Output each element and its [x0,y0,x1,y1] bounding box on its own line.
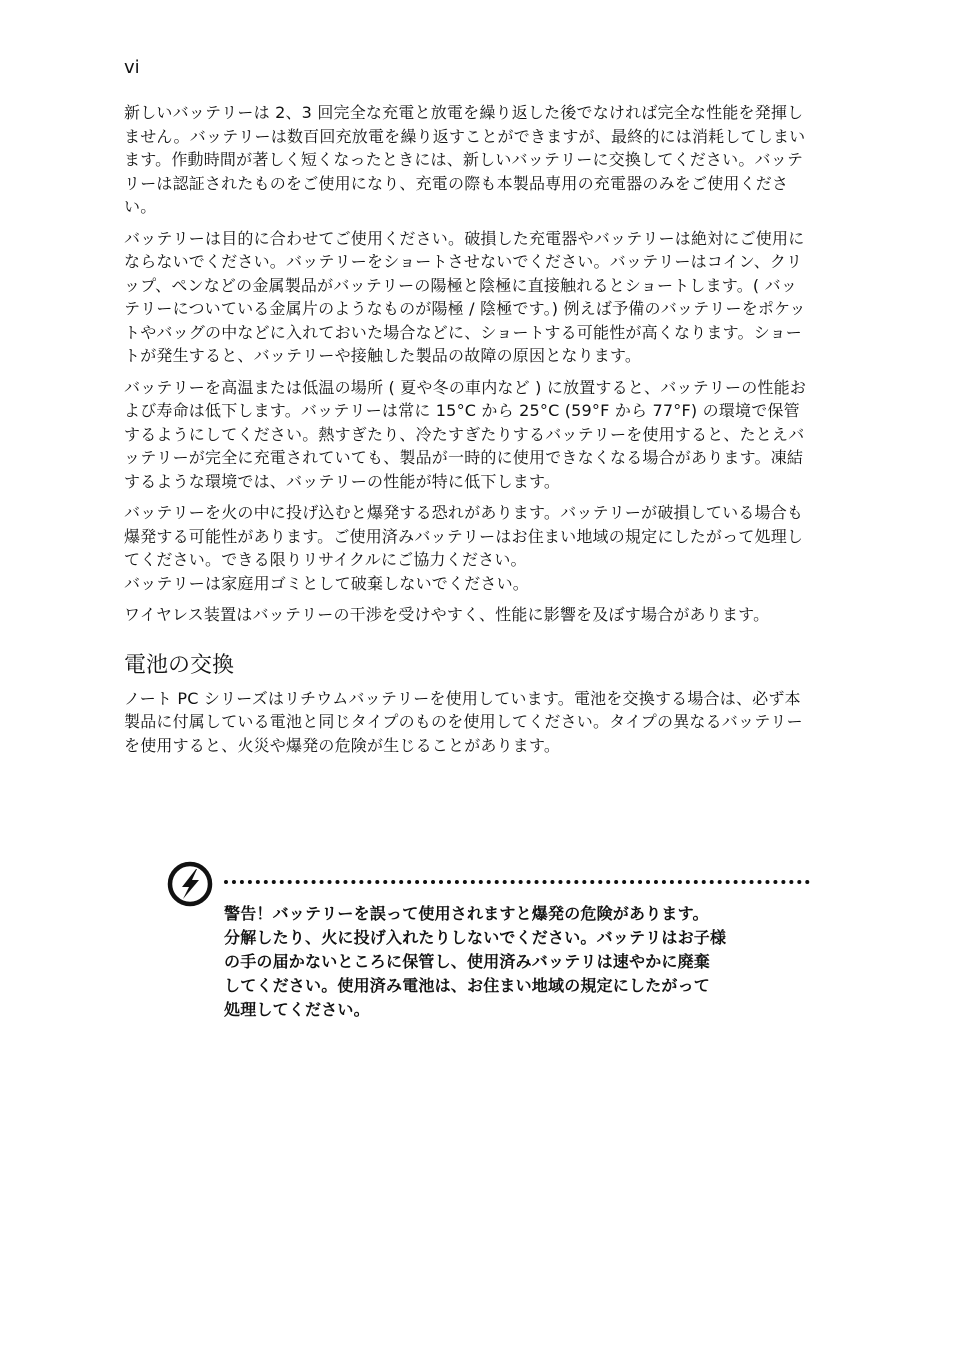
paragraph-battery-break-in: 新しいバッテリーは 2、3 回完全な充電と放電を繰り返した後でなければ完全な性能を発揮しません。バッテリーは数百回充放電を繰り返すことができますが、最終的には消耗してしまいます。作動時間が著しく短くなったときには、新しいバッテリーに交換してください。バッテリーは認証されたものをご使用になり、充電の際も本製品専用の充電器のみをご使用ください。 [124,103,806,216]
section-title: 電池の交換 [124,652,235,678]
paragraph-battery-temperature: バッテリーを高温または低温の場所 ( 夏や冬の車内など ) に放置すると、バッテリーの性能および寿命は低下します。バッテリーは常に 15°C から 25°C (59°F から 77°F) の環境で保管するようにしてください。熱すぎたり、冷たすぎたりするバッテリーを使用すると、たとえバッテリーが完全に充電されていても、製品が一時的に使用できなくなる場合があります。凍結するような環境では、バッテリーの性能が特に低下します。 [124,377,807,491]
warning-callout [166,856,810,1036]
warning-divider [224,880,810,884]
section-body: ノート PC シリーズはリチウムバッテリーを使用しています。電池を交換する場合は、必ず本製品に付属している電池と同じタイプのものを使用してください。タイプの異なるバッテリーを使用すると、火災や爆発の危険が生じることがあります。 [124,688,803,755]
page-number: vi [124,57,140,78]
paragraph-battery-disposal: バッテリーを火の中に投げ込むと爆発する恐れがあります。バッテリーが破損している場合も爆発する可能性があります。ご使用済みバッテリーはお住まい地域の規定にしたがって処理してください。できる限りリサイクルにご協力ください。 バッテリーは家庭用ゴミとして破棄しないでください。 [124,503,804,593]
paragraph-wireless-interference: ワイヤレス装置はバッテリーの干渉を受けやすく、性能に影響を及ぼす場合があります。 [124,605,770,624]
paragraph-battery-usage: バッテリーは目的に合わせてご使用ください。破損した充電器やバッテリーは絶対にご使用にならないでください。バッテリーをショートさせないでください。バッテリーはコイン、クリップ、ペンなどの金属製品がバッテリーの陽極と陰極に直接触れるとショートします。( バッテリーについている金属片のようなものが陽極 / 陰極です。) 例えば予備のバッテリーをポケットやバッグの中などに入れておいた場合などに、ショートする可能性が高くなります。ショートが発生すると、バッテリーや接触した製品の故障の原因となります。 [124,228,806,365]
main-content [124,101,808,765]
lightning-warning-icon [166,860,214,908]
warning-text: 警告！バッテリーを誤って使用されますと爆発の危険があります。 分解したり、火に投げ入れたりしないでください。バッテリはお子様 の手の届かないところに保管し、使用済みバッテリは速やかに廃棄 してください。使用済み電池は、お住まい地域の規定にしたがって 処理してください。 [224,904,727,1019]
